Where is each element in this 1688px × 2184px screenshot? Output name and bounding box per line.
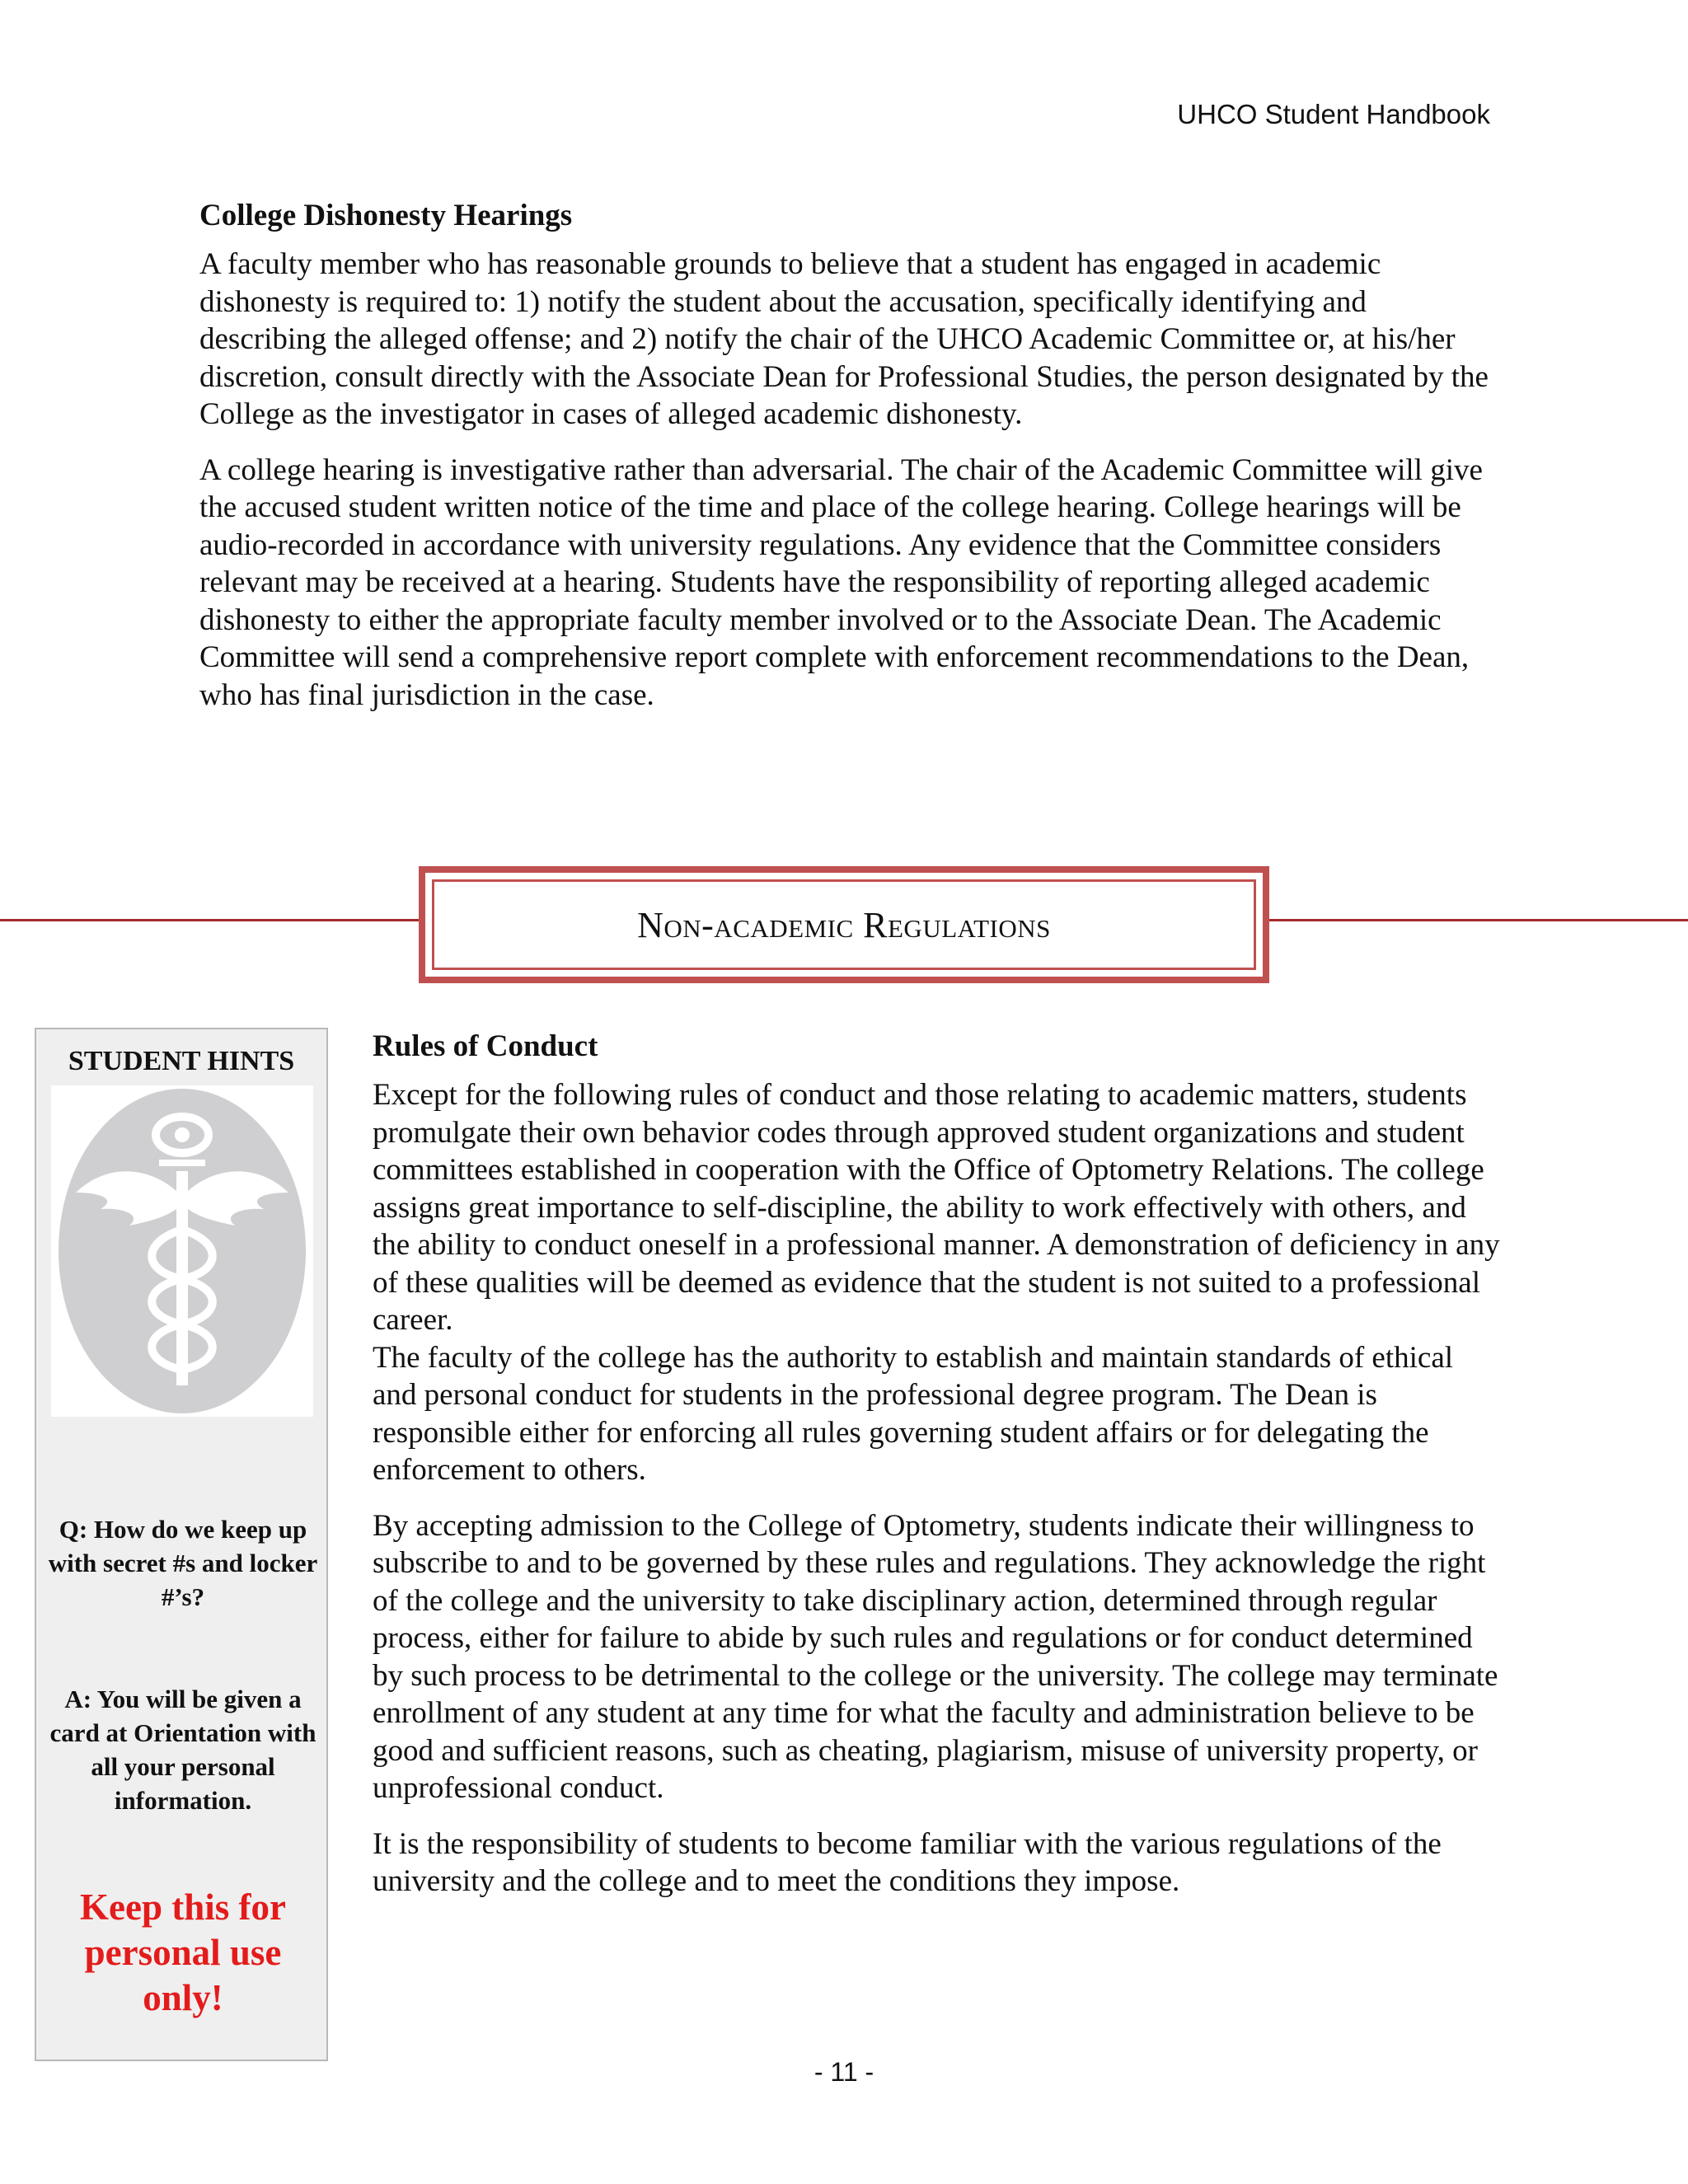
hearings-paragraph: A college hearing is investigative rather than adversarial. The chair of the Academic Committee will give the accused student written notice of the time and place of the college hearing. College hearings will be audio-recorded in accordance with university regulations. Any evidence that the Committee considers relevant may be received at a hearing. Students have the responsibility of reporting alleged academic dishonesty to either the appropriate faculty member involved or to the Associate Dean. The Academic Committee will send a comprehensive report complete with enforcement recommendations to the Dean, who has final jurisdiction in the case. <box>199 452 1483 712</box>
banner-rule-left <box>0 919 419 921</box>
hint-question: Q: How do we keep up with secret #s and locker #’s? <box>48 1515 318 1611</box>
section-banner <box>419 866 1269 983</box>
student-hints-sidebar <box>35 1028 328 2061</box>
hearings-heading: College Dishonesty Hearings <box>199 199 573 232</box>
hint-answer: A: You will be given a card at Orientation with all your personal information. <box>49 1685 316 1815</box>
banner-rule-right <box>1269 919 1688 921</box>
conduct-section <box>373 1029 1502 1919</box>
hearings-paragraph: A faculty member who has reasonable grounds to believe that a student has engaged in academic dishonesty is required to: 1) notify the student about the accusation, specifically identifying and describing the alleged offense; and 2) notify the chair of the UHCO Academic Committee or, at his/her discretion, consult directly with the Associate Dean for Professional Studies, the person designated by the College as the investigator in cases of alleged academic dishonesty. <box>199 247 1489 432</box>
hint-warning: Keep this for personal use only! <box>80 1886 286 2018</box>
conduct-paragraph: By accepting admission to the College of Optometry, students indicate their willingness to subscribe to and to be governed by these rules and regulations. They acknowledge the right of the college and the university to take disciplinary action, determined through regular process, either for failure to abide by such rules and regulations or for conduct determined by such process to be detrimental to the college or the university. The college may terminate enrollment of any student at any time for what the faculty and administration believe to be good and sufficient reasons, such as cheating, plagiarism, misuse of university property, or unprofessional conduct. <box>373 1508 1498 1806</box>
page-number: - 11 - <box>814 2057 874 2087</box>
conduct-paragraph: The faculty of the college has the authority to establish and maintain standards of ethical and personal conduct for students in the professional degree program. The Dean is responsible either for enforcing all rules governing student affairs or for delegating the enforcement to others. <box>373 1340 1454 1488</box>
hearings-section <box>199 198 1493 732</box>
section-banner-title: Non-academic Regulations <box>637 904 1051 945</box>
conduct-paragraph: It is the responsibility of students to become familiar with the various regulations of the university and the college and to meet the conditions they impose. <box>373 1826 1442 1899</box>
student-hints-title: STUDENT HINTS <box>68 1046 295 1076</box>
running-header: UHCO Student Handbook <box>1177 99 1490 129</box>
conduct-heading: Rules of Conduct <box>373 1029 598 1063</box>
caduceus-eye-icon <box>51 1085 313 1417</box>
conduct-paragraph: Except for the following rules of conduct and those relating to academic matters, students promulgate their own behavior codes through approved student organizations and student committees established in cooperation with the Office of Optometry Relations. The college assigns great importance to self-discipline, the ability to work effectively with others, and the ability to conduct oneself in a professional manner. A demonstration of deficiency in any of these qualities will be deemed as evidence that the student is not suited to a professional career. <box>373 1078 1500 1338</box>
section-banner-inner <box>432 879 1256 970</box>
